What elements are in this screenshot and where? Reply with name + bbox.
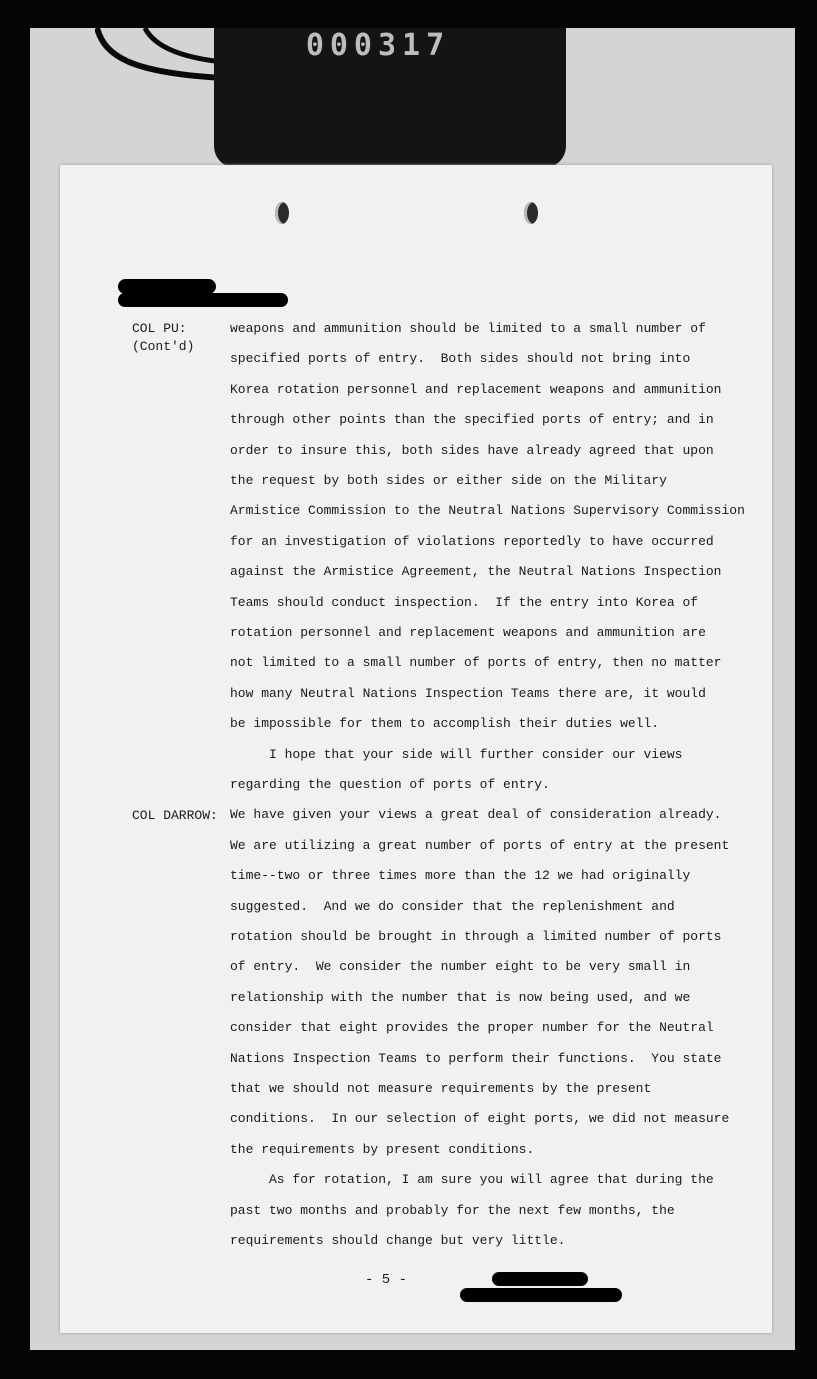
text-line: Korea rotation personnel and replacement weapons and ammunition [230,381,722,397]
speaker-name: COL DARROW: [132,808,218,823]
punch-hole-right [524,202,538,224]
text-line: of entry. We consider the number eight to be very small in [230,959,691,975]
text-line: Armistice Commission to the Neutral Nations Supervisory Commission [230,503,745,519]
text-line: time--two or three times more than the 12 we had originally [230,868,691,884]
redaction-bar [460,1288,622,1302]
text-line: requirements should change but very little. [230,1233,566,1248]
text-line: regarding the question of ports of entry. [230,777,550,792]
speaker-name: COL PU: [132,321,187,336]
text-line: suggested. And we do consider that the replenishment and [230,898,675,914]
redaction-bar [118,293,288,307]
text-line: I hope that your side will further consider our views [230,746,683,762]
text-line: specified ports of entry. Both sides should not bring into [230,351,691,367]
text-line: conditions. In our selection of eight ports, we did not measure [230,1111,730,1127]
text-line: the request by both sides or either side on the Military [230,473,667,488]
document-page [60,165,772,1333]
text-line: weapons and ammunition should be limited to a small number of [230,321,706,336]
punch-hole-left [275,202,289,224]
text-line: not limited to a small number of ports of entry, then no matter [230,655,722,671]
text-line: that we should not measure requirements by the present [230,1081,652,1096]
text-line: Teams should conduct inspection. If the entry into Korea of [230,594,699,610]
archive-stamp-number: 000317 [305,28,451,63]
speaker-label [132,320,194,356]
text-line: consider that eight provides the proper number for the Neutral [230,1020,714,1036]
redaction-bar [492,1272,588,1286]
speaker-continued: (Cont'd) [132,339,195,354]
text-line: As for rotation, I am sure you will agree that during the [230,1172,714,1188]
text-line: against the Armistice Agreement, the Neutral Nations Inspection [230,564,722,580]
text-line: We are utilizing a great number of ports of entry at the present [230,837,730,853]
text-line: past two months and probably for the next few months, the [230,1202,675,1218]
text-line: rotation should be brought in through a limited number of ports [230,929,722,944]
redaction-bar [118,279,216,294]
text-line: the requirements by present conditions. [230,1141,535,1157]
text-line: how many Neutral Nations Inspection Teams there are, it would [230,685,706,701]
text-line: Nations Inspection Teams to perform their functions. You state [230,1050,722,1066]
text-line: rotation personnel and replacement weapons and ammunition are [230,625,706,640]
text-line: relationship with the number that is now being used, and we [230,989,691,1005]
text-line: We have given your views a great deal of consideration already. [230,807,722,823]
text-line: order to insure this, both sides have already agreed that upon [230,442,714,458]
speaker-label [132,807,218,825]
text-line: be impossible for them to accomplish their duties well. [230,716,660,732]
text-line: for an investigation of violations reportedly to have occurred [230,533,714,549]
clip-wire [95,28,225,88]
page-number: - 5 - [365,1272,408,1288]
text-line: through other points than the specified ports of entry; and in [230,412,714,428]
